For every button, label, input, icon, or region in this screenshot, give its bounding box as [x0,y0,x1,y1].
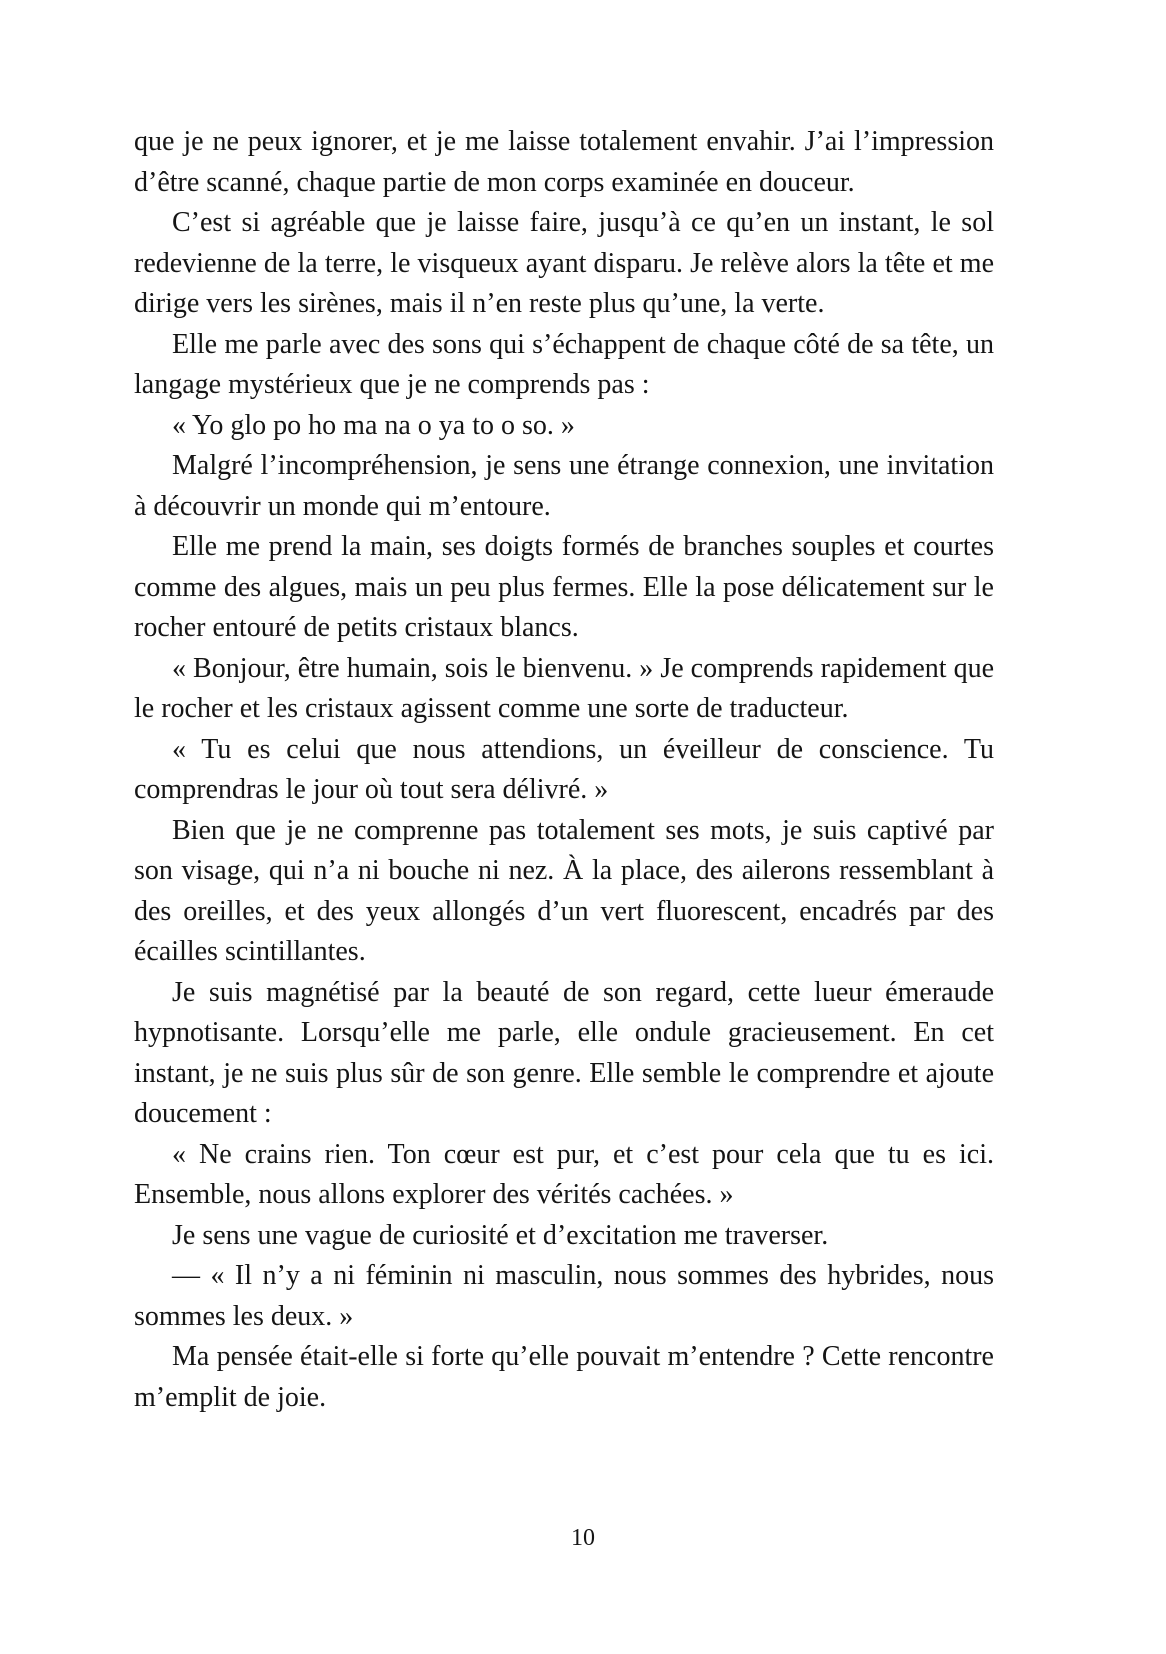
paragraph: Elle me prend la main, ses doigts formés de branches souples et courtes comme des algues, mais un peu plus fermes. Elle la pose délicatement sur le rocher entouré de petits cristaux blancs. [134,531,994,643]
paragraph-quote: « Ne crains rien. Ton cœur est pur, et c’est pour cela que tu es ici. Ensemble, nous allons explorer des vérités cachées. » [134,1138,994,1210]
paragraph-continued: que je ne peux ignorer, et je me laisse totalement envahir. J’ai l’impression d’être scanné, chaque partie de mon corps examinée en douceur. [134,126,994,198]
paragraph: Malgré l’incompréhension, je sens une étrange connexion, une invitation à découvrir un monde qui m’entoure. [134,450,994,522]
paragraph: Elle me parle avec des sons qui s’échappent de chaque côté de sa tête, un langage mystérieux que je ne comprends pas : [134,328,994,400]
paragraph-quote: « Tu es celui que nous attendions, un éveilleur de conscience. Tu comprendras le jour où tout sera délivré. » [134,733,994,805]
paragraph-dialogue: — « Il n’y a ni féminin ni masculin, nous sommes des hybrides, nous sommes les deux. » [134,1260,994,1332]
paragraph: Bien que je ne comprenne pas totalement ses mots, je suis captivé par son visage, qui n’a ni bouche ni nez. À la place, des ailerons ressemblant à des oreilles, et des yeux allongés d’un vert fluorescent, encadrés par des écailles scintillantes. [134,814,994,967]
paragraph-quote: « Yo glo po ho ma na o ya to o so. » [172,409,575,441]
paragraph: Je sens une vague de curiosité et d’excitation me traverser. [172,1219,829,1251]
paragraph-quote: « Bonjour, être humain, sois le bienvenu. » Je comprends rapidement que le rocher et les cristaux agissent comme une sorte de traducteur. [134,652,994,724]
paragraph: Je suis magnétisé par la beauté de son regard, cette lueur émeraude hypnotisante. Lorsqu’elle me parle, elle ondule gracieusement. En cet instant, je ne suis plus sûr de son genre. Elle semble le comprendre et ajoute doucement : [134,976,994,1129]
body-text [134,122,994,1418]
page-number: 10 [571,1525,595,1551]
paragraph: Ma pensée était-elle si forte qu’elle pouvait m’entendre ? Cette rencontre m’emplit de joie. [134,1341,994,1413]
paragraph: C’est si agréable que je laisse faire, jusqu’à ce qu’en un instant, le sol redevienne de la terre, le visqueux ayant disparu. Je relève alors la tête et me dirige vers les sirènes, mais il n’en reste plus qu’une, la verte. [134,207,994,319]
